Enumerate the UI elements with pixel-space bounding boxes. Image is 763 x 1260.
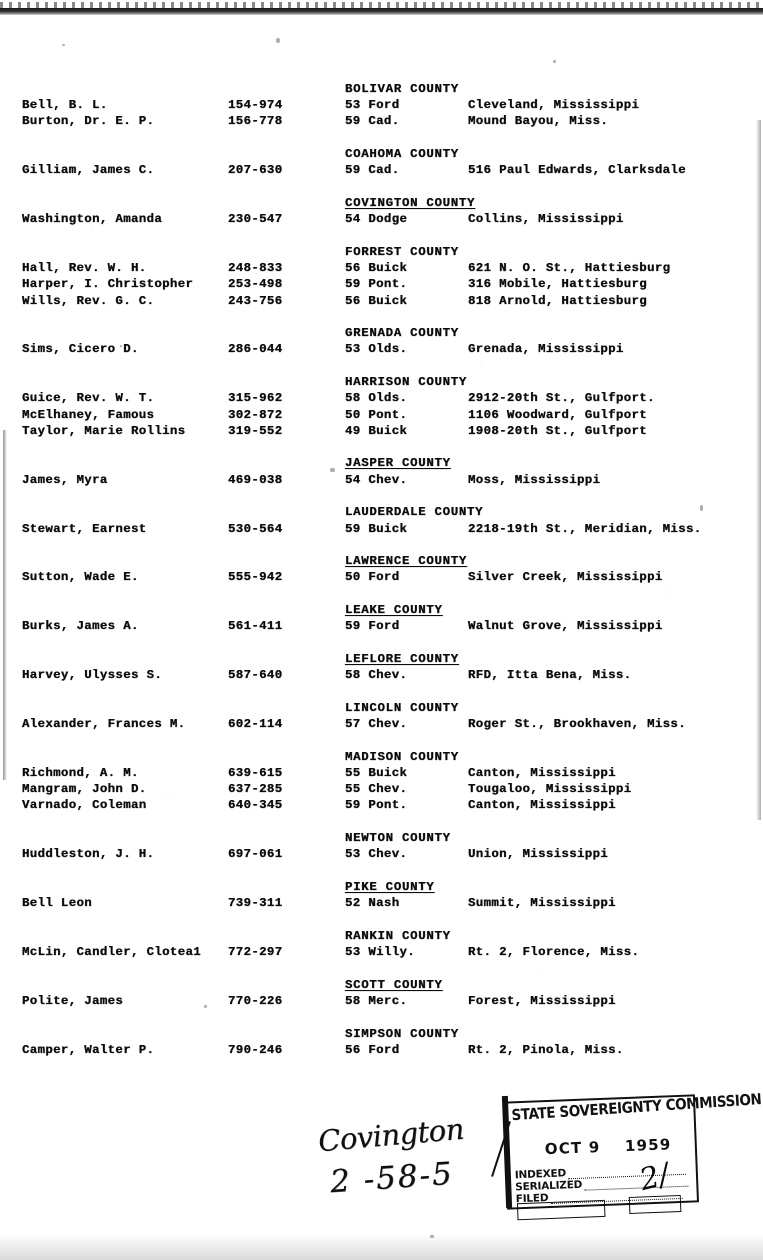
vehicle: 50 Ford <box>345 570 400 585</box>
vehicle: 58 Merc. <box>345 994 408 1008</box>
vehicle: 50 Pont. <box>345 407 408 422</box>
phone-number: 555-942 <box>228 570 283 585</box>
handwritten-county-note: Covington <box>316 1111 466 1159</box>
person-name: Taylor, Marie Rollins <box>22 423 186 438</box>
vehicle: 53 Ford <box>345 98 400 113</box>
county-heading: SIMPSON COUNTY <box>345 1026 459 1041</box>
vehicle: 56 Ford <box>345 1042 400 1057</box>
phone-number: 770-226 <box>228 994 283 1008</box>
phone-number: 640-345 <box>228 798 283 813</box>
vehicle: 55 Chev. <box>345 782 408 797</box>
phone-number: 207-630 <box>228 163 283 178</box>
vehicle: 59 Cad. <box>345 114 400 129</box>
person-name: Washington, Amanda <box>22 212 163 227</box>
stamp-box-left <box>517 1200 606 1220</box>
address: 621 N. O. St., Hattiesburg <box>468 261 671 276</box>
phone-number: 697-061 <box>228 847 283 862</box>
phone-number: 253-498 <box>228 277 283 292</box>
address: Canton, Mississippi <box>468 798 616 813</box>
person-name: Harvey, Ulysses S. <box>22 668 163 683</box>
phone-number: 639-615 <box>228 766 283 780</box>
county-heading: PIKE COUNTY <box>345 880 435 894</box>
county-heading: FORREST COUNTY <box>345 244 459 259</box>
address: Grenada, Mississippi <box>468 342 624 357</box>
county-heading: GRENADA COUNTY <box>345 326 459 341</box>
phone-number: 248-833 <box>228 261 283 276</box>
phone-number: 319-552 <box>228 423 283 438</box>
vehicle: 56 Buick <box>345 293 408 308</box>
vehicle: 53 Olds. <box>345 342 408 357</box>
address: Summit, Mississippi <box>468 896 616 911</box>
stamp-title: STATE SOVEREIGNTY COMMISSION <box>510 1090 762 1125</box>
vehicle: 55 Buick <box>345 766 408 780</box>
stamp-date <box>545 1135 672 1158</box>
county-heading: LAUDERDALE COUNTY <box>345 505 484 520</box>
address: 818 Arnold, Hattiesburg <box>468 293 648 308</box>
vehicle: 52 Nash <box>345 896 400 911</box>
county-heading: LEAKE COUNTY <box>345 603 443 618</box>
person-name: McElhaney, Famous <box>22 407 155 422</box>
phone-number: 530-564 <box>228 521 283 536</box>
county-heading: RANKIN COUNTY <box>345 928 451 943</box>
county-heading: LEFLORE COUNTY <box>345 652 459 666</box>
person-name: Burton, Dr. E. P. <box>22 114 155 129</box>
address: 1106 Woodward, Gulfport <box>468 407 648 422</box>
vehicle: 58 Chev. <box>345 668 408 683</box>
person-name: Huddleston, J. H. <box>22 847 155 862</box>
handwritten-file-code: 2 -58-5 <box>328 1155 455 1201</box>
phone-number: 230-547 <box>228 212 283 227</box>
address: Collins, Mississippi <box>468 212 624 227</box>
county-heading: LAWRENCE COUNTY <box>345 554 468 569</box>
person-name: Burks, James A. <box>22 619 139 634</box>
person-name: Mangram, John D. <box>22 782 147 797</box>
phone-number: 561-411 <box>228 619 283 634</box>
person-name: James, Myra <box>22 472 108 487</box>
stamp-label-serialized: SERIALIZED <box>515 1178 583 1194</box>
stamp-year: 1959 <box>624 1135 672 1156</box>
stamp-handwritten-initial: 2/ <box>636 1156 674 1199</box>
phone-number: 286-044 <box>228 342 283 357</box>
county-heading: COVINGTON COUNTY <box>345 196 476 210</box>
person-name: Varnado, Coleman <box>22 798 147 813</box>
address: 316 Mobile, Hattiesburg <box>468 277 648 292</box>
phone-number: 637-285 <box>228 782 283 797</box>
county-heading: COAHOMA COUNTY <box>345 147 459 162</box>
person-name: Gilliam, James C. <box>22 163 155 178</box>
person-name: Bell Leon <box>22 896 93 911</box>
county-heading: SCOTT COUNTY <box>345 977 443 992</box>
phone-number: 154-974 <box>228 98 283 113</box>
county-heading: JASPER COUNTY <box>345 456 451 471</box>
vehicle: 53 Chev. <box>345 847 408 862</box>
phone-number: 739-311 <box>228 896 283 911</box>
phone-number: 602-114 <box>228 717 283 732</box>
stamp-label-filed: FILED <box>515 1192 549 1206</box>
person-name: Richmond, A. M. <box>22 766 139 780</box>
person-name: Bell, B. L. <box>22 98 108 113</box>
vehicle: 59 Buick <box>345 521 408 536</box>
stamp-month: OCT <box>544 1138 583 1159</box>
county-heading: MADISON COUNTY <box>345 749 459 764</box>
address: Moss, Mississippi <box>468 472 601 487</box>
address: RFD, Itta Bena, Miss. <box>468 668 632 683</box>
address: Tougaloo, Mississippi <box>468 782 632 797</box>
person-name: Stewart, Earnest <box>22 521 147 536</box>
person-name: Hall, Rev. W. H. <box>22 261 147 276</box>
person-name: McLin, Candler, Clotea1 <box>22 945 202 960</box>
person-name: Sutton, Wade E. <box>22 570 139 585</box>
address: Canton, Mississippi <box>468 766 616 780</box>
address: 2218-19th St., Meridian, Miss. <box>468 521 702 536</box>
address: Silver Creek, Mississippi <box>468 570 663 585</box>
stamp-day: 9 <box>588 1138 601 1157</box>
county-heading: HARRISON COUNTY <box>345 375 468 390</box>
county-heading: BOLIVAR COUNTY <box>345 82 459 96</box>
phone-number: 790-246 <box>228 1042 283 1057</box>
stamp-label-indexed: INDEXED <box>514 1167 567 1182</box>
person-name: Sims, Cicero D. <box>22 342 139 357</box>
vehicle: 58 Olds. <box>345 391 408 406</box>
person-name: Polite, James <box>22 994 124 1008</box>
vehicle: 49 Buick <box>345 423 408 438</box>
vehicle: 57 Chev. <box>345 717 408 732</box>
phone-number: 156-778 <box>228 114 283 129</box>
address: 1908-20th St., Gulfport <box>468 423 648 438</box>
address: Forest, Mississippi <box>468 994 616 1008</box>
address: Rt. 2, Pinola, Miss. <box>468 1042 624 1057</box>
vehicle: 54 Dodge <box>345 212 408 227</box>
vehicle: 54 Chev. <box>345 472 408 487</box>
vehicle: 59 Pont. <box>345 277 408 292</box>
address: 516 Paul Edwards, Clarksdale <box>468 163 686 178</box>
person-name: Guice, Rev. W. T. <box>22 391 155 406</box>
phone-number: 302-872 <box>228 407 283 422</box>
phone-number: 469-038 <box>228 472 283 487</box>
address: Walnut Grove, Mississippi <box>468 619 663 634</box>
phone-number: 315-962 <box>228 391 283 406</box>
county-heading: NEWTON COUNTY <box>345 831 451 846</box>
person-name: Alexander, Frances M. <box>22 717 186 732</box>
person-name: Wills, Rev. G. C. <box>22 293 155 308</box>
sovereignty-commission-stamp <box>503 1090 762 1209</box>
address: Rt. 2, Florence, Miss. <box>468 945 640 960</box>
address: Roger St., Brookhaven, Miss. <box>468 717 686 732</box>
person-name: Harper, I. Christopher <box>22 277 194 292</box>
address: 2912-20th St., Gulfport. <box>468 391 655 406</box>
vehicle: 59 Cad. <box>345 163 400 178</box>
county-heading: LINCOLN COUNTY <box>345 700 459 715</box>
address: Cleveland, Mississippi <box>468 98 640 113</box>
address: Union, Mississippi <box>468 847 609 862</box>
stamp-box-right <box>629 1195 682 1214</box>
vehicle: 59 Pont. <box>345 798 408 813</box>
phone-number: 772-297 <box>228 945 283 960</box>
vehicle: 53 Willy. <box>345 945 416 960</box>
person-name: Camper, Walter P. <box>22 1042 155 1057</box>
phone-number: 587-640 <box>228 668 283 683</box>
vehicle: 59 Ford <box>345 619 400 634</box>
address: Mound Bayou, Miss. <box>468 114 609 129</box>
vehicle: 56 Buick <box>345 261 408 276</box>
phone-number: 243-756 <box>228 293 283 308</box>
